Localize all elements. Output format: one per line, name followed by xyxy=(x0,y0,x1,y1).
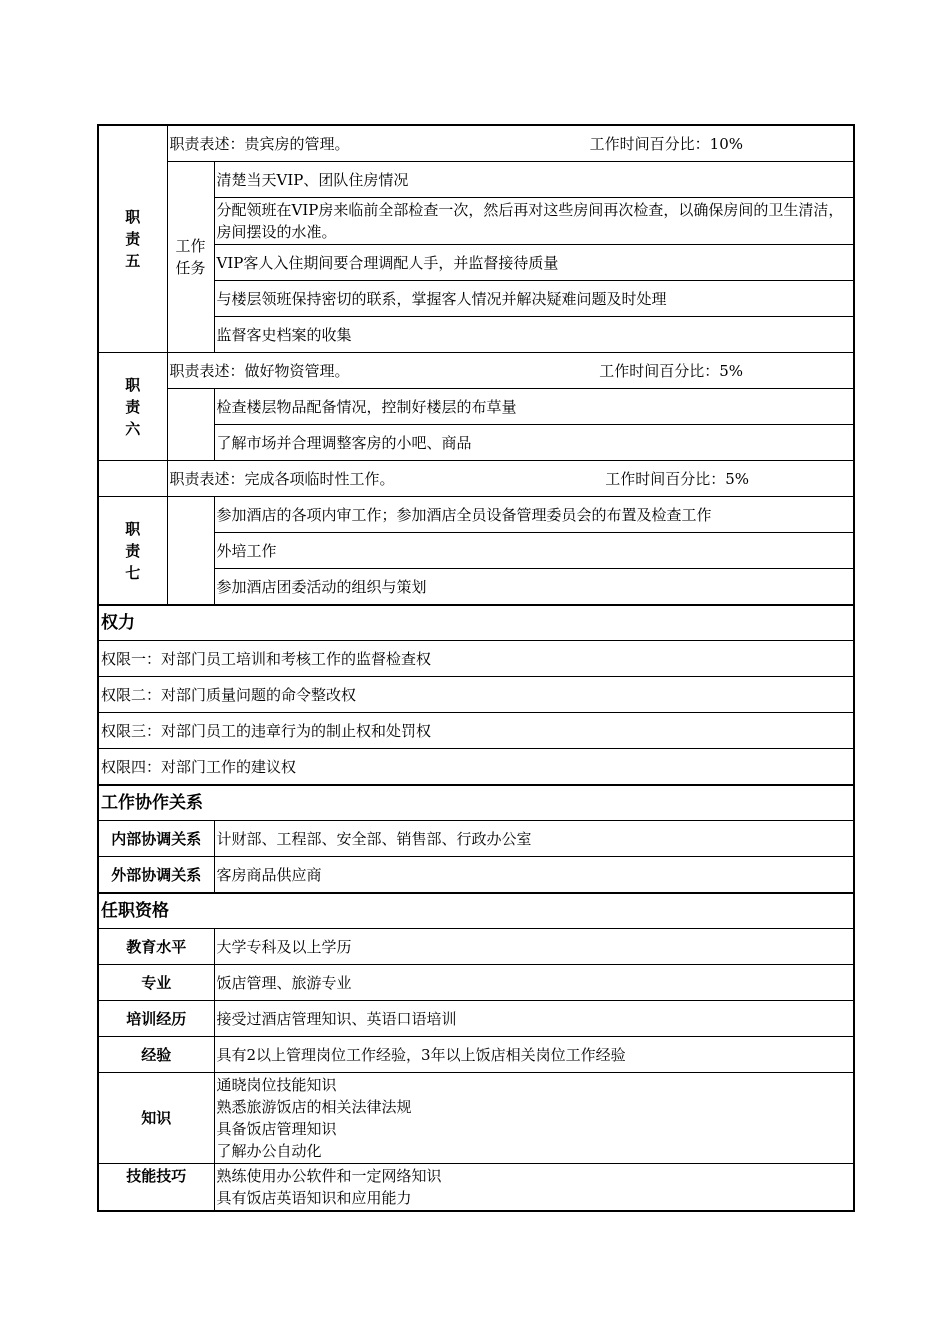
duty7-desc xyxy=(167,461,854,497)
internal-relations-row xyxy=(98,821,854,857)
duty5-task: 分配领班在VIP房来临前全部检查一次，然后再对这些房间再次检查，以确保房间的卫生清洁，房间摆设的水准。 xyxy=(214,198,854,245)
major-label: 专业 xyxy=(98,965,214,1001)
skills-row xyxy=(98,1164,854,1212)
experience-value: 具有2以上管理岗位工作经验，3年以上饭店相关岗位工作经验 xyxy=(214,1037,854,1073)
training-label: 培训经历 xyxy=(98,1001,214,1037)
duty7-task: 外培工作 xyxy=(214,533,854,569)
skills-value xyxy=(214,1164,854,1212)
duty5-task: 清楚当天VIP、团队住房情况 xyxy=(214,162,854,198)
power-item: 权限三：对部门员工的违章行为的制止权和处罚权 xyxy=(98,713,854,749)
knowledge-line: 通晓岗位技能知识 xyxy=(216,1076,337,1094)
duty5-pct: 工作时间百分比：10% xyxy=(589,134,744,153)
skills-line: 熟练使用办公软件和一定网络知识 xyxy=(216,1167,442,1185)
education-row xyxy=(98,929,854,965)
duty6-desc-text: 职责表述：做好物资管理。 xyxy=(169,361,350,380)
qualifications-title: 任职资格 xyxy=(98,893,854,929)
duty5-sub-label: 工作 任务 xyxy=(167,162,214,353)
duty6-task: 了解市场并合理调整客房的小吧、商品 xyxy=(214,425,854,461)
duty6-task-row xyxy=(98,389,854,425)
duty5-task: 监督客史档案的收集 xyxy=(214,317,854,353)
training-value: 接受过酒店管理知识、英语口语培训 xyxy=(214,1001,854,1037)
duty7-task: 参加酒店的各项内审工作；参加酒店全员设备管理委员会的布置及检查工作 xyxy=(214,497,854,533)
power-title: 权力 xyxy=(98,605,854,641)
skills-label: 技能技巧 xyxy=(98,1164,214,1212)
duty5-task: 与楼层领班保持密切的联系，掌握客人情况并解决疑难问题及时处理 xyxy=(214,281,854,317)
duty7-label: 职 责 七 xyxy=(98,497,167,606)
power-row xyxy=(98,677,854,713)
job-description-table xyxy=(97,124,855,1212)
power-section-row xyxy=(98,605,854,641)
knowledge-line: 了解办公自动化 xyxy=(216,1142,322,1160)
education-label: 教育水平 xyxy=(98,929,214,965)
external-relations-label: 外部协调关系 xyxy=(98,857,214,894)
duty6-desc-row xyxy=(98,353,854,389)
external-relations-row xyxy=(98,857,854,894)
duty5-desc-text: 职责表述：贵宾房的管理。 xyxy=(169,134,350,153)
job-description-page xyxy=(97,124,853,1212)
skills-line: 具有饭店英语知识和应用能力 xyxy=(216,1189,412,1207)
knowledge-value xyxy=(214,1073,854,1164)
duty5-task: VIP客人入住期间要合理调配人手，并监督接待质量 xyxy=(214,245,854,281)
duty7-task: 参加酒店团委活动的组织与策划 xyxy=(214,569,854,606)
training-row xyxy=(98,1001,854,1037)
education-value: 大学专科及以上学历 xyxy=(214,929,854,965)
relations-title: 工作协作关系 xyxy=(98,785,854,821)
duty5-label: 职 责 五 xyxy=(98,125,167,353)
major-row xyxy=(98,965,854,1001)
qualifications-section-row xyxy=(98,893,854,929)
knowledge-row xyxy=(98,1073,854,1164)
duty7-desc-row xyxy=(98,461,854,497)
duty6-label: 职 责 六 xyxy=(98,353,167,461)
duty5-task-row xyxy=(98,162,854,198)
duty6-pct: 工作时间百分比：5% xyxy=(599,361,744,380)
experience-row xyxy=(98,1037,854,1073)
relations-section-row xyxy=(98,785,854,821)
duty7-pct: 工作时间百分比：5% xyxy=(605,469,750,488)
duty7-sub-label xyxy=(167,497,214,606)
knowledge-line: 具备饭店管理知识 xyxy=(216,1120,337,1138)
duty7-task-row xyxy=(98,497,854,533)
major-value: 饭店管理、旅游专业 xyxy=(214,965,854,1001)
power-item: 权限一：对部门员工培训和考核工作的监督检查权 xyxy=(98,641,854,677)
duty5-desc-row xyxy=(98,125,854,162)
power-row xyxy=(98,713,854,749)
internal-relations-value: 计财部、工程部、安全部、销售部、行政办公室 xyxy=(214,821,854,857)
power-item: 权限四：对部门工作的建议权 xyxy=(98,749,854,786)
duty7-desc-text: 职责表述：完成各项临时性工作。 xyxy=(169,469,395,488)
power-item: 权限二：对部门质量问题的命令整改权 xyxy=(98,677,854,713)
duty6-desc xyxy=(167,353,854,389)
power-row xyxy=(98,641,854,677)
internal-relations-label: 内部协调关系 xyxy=(98,821,214,857)
knowledge-line: 熟悉旅游饭店的相关法律法规 xyxy=(216,1098,412,1116)
duty6-sub-label xyxy=(167,389,214,461)
power-row xyxy=(98,749,854,786)
experience-label: 经验 xyxy=(98,1037,214,1073)
external-relations-value: 客房商品供应商 xyxy=(214,857,854,894)
duty6-task: 检查楼层物品配备情况，控制好楼层的布草量 xyxy=(214,389,854,425)
duty5-desc xyxy=(167,125,854,162)
knowledge-label: 知识 xyxy=(98,1073,214,1164)
duty7-blank xyxy=(98,461,167,497)
